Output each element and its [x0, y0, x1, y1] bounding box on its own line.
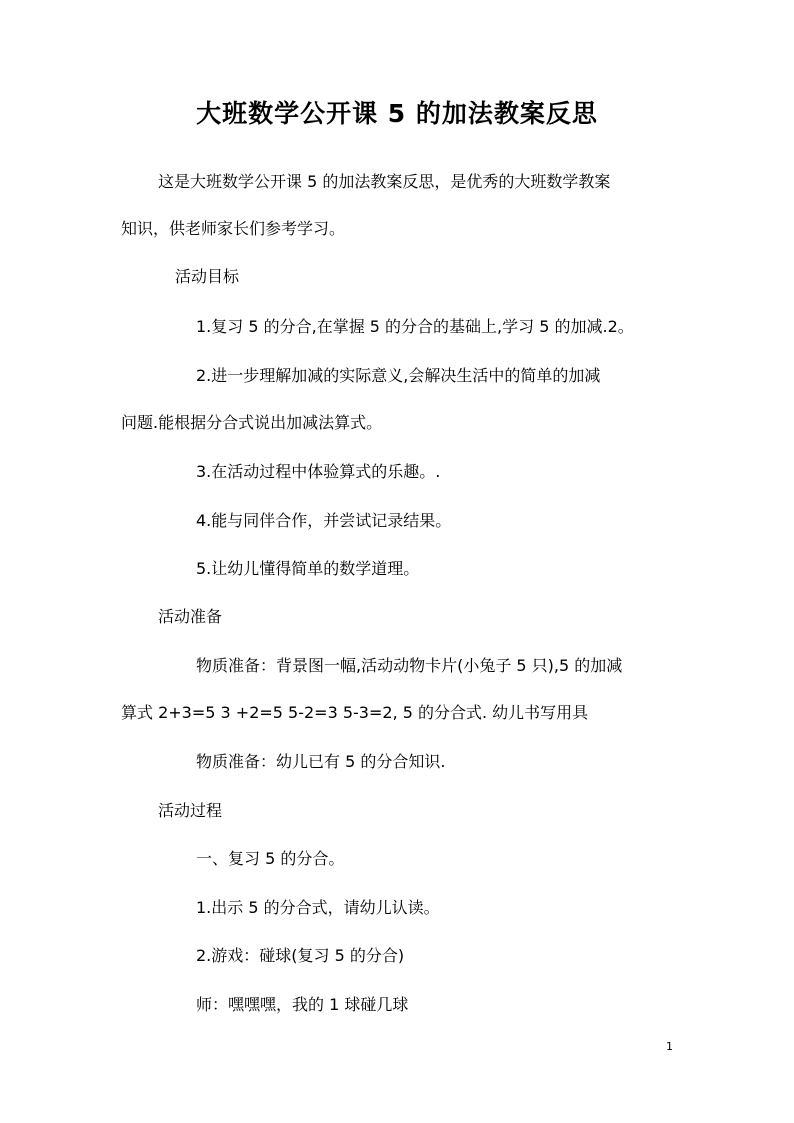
section-heading-process: 活动过程: [158, 801, 223, 820]
intro-line-1: 这是大班数学公开课 5 的加法教案反思，是优秀的大班数学教案: [158, 172, 611, 191]
objective-2-line-1: 2.进一步理解加减的实际意义,会解决生活中的简单的加减: [196, 366, 601, 385]
preparation-line-3: 物质准备：幼儿已有 5 的分合知识.: [196, 752, 446, 771]
process-step-1: 一、复习 5 的分合。: [196, 849, 345, 868]
section-heading-objectives: 活动目标: [175, 267, 240, 286]
objective-3: 3.在活动过程中体验算式的乐趣。.: [196, 462, 441, 481]
preparation-line-1: 物质准备：背景图一幅,活动动物卡片(小兔子 5 只),5 的加减: [196, 656, 623, 675]
process-step-1-item-1: 1.出示 5 的分合式，请幼儿认读。: [196, 898, 440, 917]
document-title: 大班数学公开课 5 的加法教案反思: [196, 99, 598, 128]
intro-line-2: 知识，供老师家长们参考学习。: [121, 219, 346, 238]
preparation-line-2: 算式 2+3=5 3 +2=5 5-2=3 5-3=2, 5 的分合式. 幼儿书写用具: [121, 703, 589, 722]
objective-5: 5.让幼儿懂得简单的数学道理。: [196, 559, 420, 578]
objective-4: 4.能与同伴合作，并尝试记录结果。: [196, 511, 452, 530]
process-step-1-dialogue: 师：嘿嘿嘿，我的 1 球碰几球: [196, 995, 409, 1014]
section-heading-preparation: 活动准备: [158, 607, 223, 626]
page-number: 1: [666, 1040, 673, 1053]
process-step-1-item-2: 2.游戏：碰球(复习 5 的分合): [196, 946, 405, 965]
objective-2-line-2: 问题.能根据分合式说出加减法算式。: [121, 413, 383, 432]
objective-1: 1.复习 5 的分合,在掌握 5 的分合的基础上,学习 5 的加减.2。: [196, 317, 634, 336]
